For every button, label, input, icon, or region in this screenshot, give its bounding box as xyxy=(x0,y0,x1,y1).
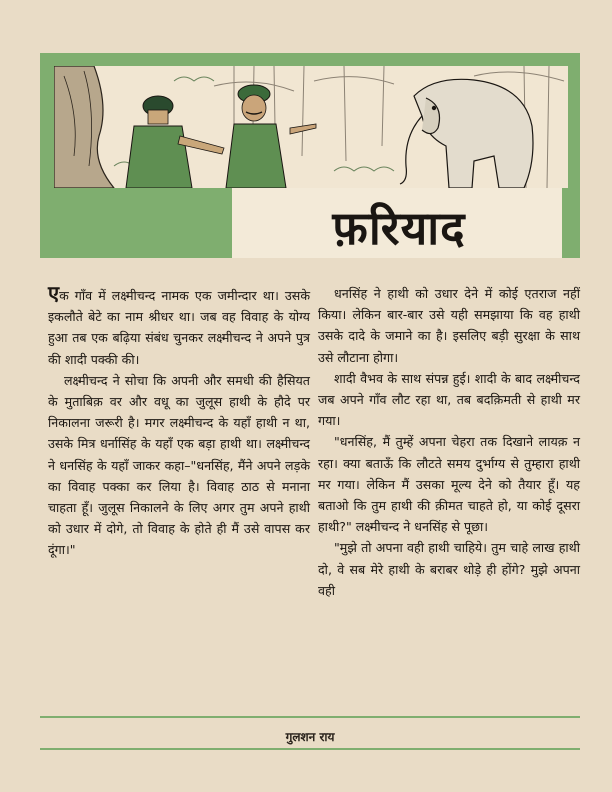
right-paragraph-4: "मुझे तो अपना वही हाथी चाहिये। तुम चाहे लाख हाथी दो, वे सब मेरे हाथी के बराबर थोड़े ही होंगे? मुझे अपना वही xyxy=(318,540,580,598)
header-illustration xyxy=(54,66,568,188)
drop-cap: ए xyxy=(48,281,60,305)
author-name: गुलशन राय xyxy=(285,730,335,744)
right-paragraph-3: "धनसिंह, मैं तुम्हें अपना चेहरा तक दिखाने लायक़ न रहा। क्या बताऊँ कि लौटते समय दुर्भाग्य से तुम्हारा हाथी मर गया। लेकिन मैं उसका मूल्य देने को तैयार हूँ। यह बताओ कि तुम हाथी की क़ीमत चाहते हो, या कोई दूसरा हाथी?" लक्ष्मीचन्द ने धनसिंह से पूछा। xyxy=(318,434,580,535)
footer-rule-top xyxy=(40,716,580,718)
left-paragraph-1 xyxy=(48,283,310,370)
right-paragraph-1: धनसिंह ने हाथी को उधार देने में कोई एतराज नहीं किया। लेकिन बार-बार उसे यही समझाया कि वह हाथी उसके दादे के जमाने का है। इसलिए बड़ी सुरक्षा के साथ उसे लौटाना होगा। xyxy=(318,286,580,365)
right-column xyxy=(318,283,580,601)
story-title: फ़रियाद xyxy=(332,201,466,255)
footer-rule-bottom xyxy=(40,748,580,750)
illustration-scene xyxy=(54,66,568,188)
right-paragraph-2: शादी वैभव के साथ संपन्न हुई। शादी के बाद लक्ष्मीचन्द जब अपने गाँव लौट रहा था, तब बदक़िमती से हाथी मर गया। xyxy=(318,370,580,429)
left-column xyxy=(48,283,310,561)
left-paragraph-1-text: क गाँव में लक्ष्मीचन्द नामक एक जमीन्दार था। उसके इकलौते बेटे का नाम श्रीधर था। जब वह विवाह के योग्य हुआ तब एक बढ़िया संबंध चुनकर लक्ष्मीचन्द ने अपने पुत्र की शादी पक्की की। xyxy=(48,288,310,367)
left-paragraph-2: लक्ष्मीचन्द ने सोचा कि अपनी और समधी की हैसियत के मुताबिक़ वर और वधू का जुलूस हाथी के हौदे पर निकालना जरूरी है। मगर लक्ष्मीचन्द के यहाँ हाथी न था, उसके मित्र धर्नासिंह के यहाँ एक बड़ा हाथी था। लक्ष्मीचन्द ने धनसिंह के यहाँ जाकर कहा–"धनसिंह, मैंने अपने लड़के का विवाह पक्का कर लिया है। विवाह ठाठ से मनाना चाहता हूँ। जुलूस निकालने के लिए अगर तुम अपने हाथी को उधार में दोगे, तो विवाह के होते ही मैं उसे वापस कर दूंगा।" xyxy=(48,372,310,558)
